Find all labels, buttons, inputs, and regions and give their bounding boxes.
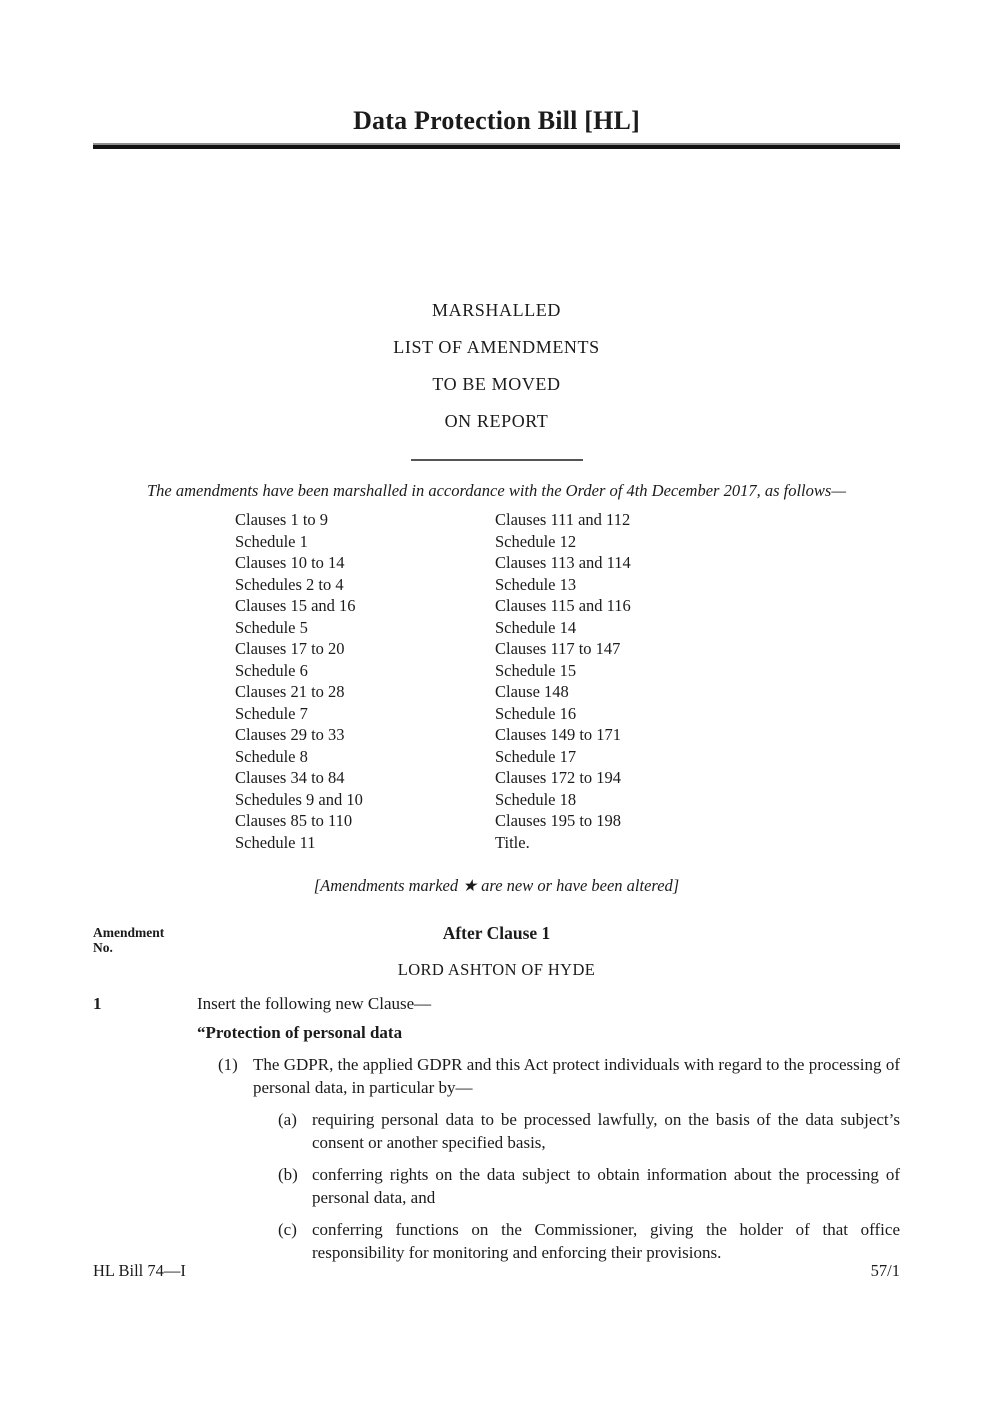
paragraph-letter: (b) xyxy=(278,1165,298,1184)
marshalling-item: Schedule 1 xyxy=(235,531,308,551)
marshalling-item: Schedule 8 xyxy=(235,746,308,766)
bill-title: Data Protection Bill [HL] xyxy=(353,106,640,135)
marshalling-item: Title. xyxy=(495,832,530,852)
document-headings xyxy=(93,301,900,430)
marshalling-item: Clauses 21 to 28 xyxy=(235,682,345,701)
paragraph-text: requiring personal data to be processed lawfully, on the basis of the data subject’s consent or another specified basis, xyxy=(312,1110,900,1152)
subsection-text: The GDPR, the applied GDPR and this Act protect individuals with regard to the processing of personal data, in particular by— xyxy=(253,1055,900,1097)
marshalling-order-right-column xyxy=(495,509,631,853)
marshalling-item: Schedule 5 xyxy=(235,617,308,637)
mover-name: LORD ASHTON OF HYDE xyxy=(397,960,596,979)
marshalling-order-left-column xyxy=(235,509,495,853)
marshalling-item: Schedules 9 and 10 xyxy=(235,789,363,809)
amendment-no-column-label xyxy=(93,925,164,955)
paragraph-letter: (c) xyxy=(278,1220,297,1239)
marshalling-item: Schedule 15 xyxy=(495,660,577,680)
paragraph-a xyxy=(197,1108,900,1154)
title-double-rule xyxy=(93,143,900,149)
subsection-1 xyxy=(197,1053,900,1099)
marshalling-item: Schedule 16 xyxy=(495,703,577,723)
paragraph-text: conferring functions on the Commissioner, giving the holder of that office responsibility for monitoring and enforcing their provisions. xyxy=(312,1220,900,1262)
marshalling-item: Clauses 172 to 194 xyxy=(495,768,622,787)
page-number: 57/1 xyxy=(870,1261,900,1280)
separator-rule xyxy=(411,459,583,461)
marshalling-item: Schedules 2 to 4 xyxy=(235,574,344,594)
new-clause-title: “Protection of personal data xyxy=(197,1023,403,1042)
marshalling-item: Clauses 113 and 114 xyxy=(495,553,631,572)
marshalling-item: Clauses 85 to 110 xyxy=(235,811,353,830)
marshalling-item: Clauses 115 and 116 xyxy=(495,596,631,615)
marshalling-item: Schedule 18 xyxy=(495,789,577,809)
page-footer xyxy=(93,1261,900,1281)
section-heading-after-clause-1: After Clause 1 xyxy=(442,923,551,943)
paragraph-b xyxy=(197,1163,900,1209)
amendment-no-label-line2: No. xyxy=(93,940,113,955)
marshalling-item: Clauses 117 to 147 xyxy=(495,639,621,658)
amendment-instruction: Insert the following new Clause— xyxy=(197,994,432,1013)
paragraph-c xyxy=(197,1218,900,1264)
amendment-body xyxy=(197,992,900,1264)
marshalling-item: Schedule 6 xyxy=(235,660,308,680)
marshalling-item: Clauses 195 to 198 xyxy=(495,811,622,830)
heading-to-be-moved: TO BE MOVED xyxy=(432,374,561,394)
marshalling-item: Schedule 13 xyxy=(495,574,577,594)
marshalling-item: Clauses 1 to 9 xyxy=(235,510,329,529)
marshalling-note: The amendments have been marshalled in accordance with the Order of 4th December 2017, as follows— xyxy=(146,481,846,500)
heading-marshalled: MARSHALLED xyxy=(431,300,561,320)
subsection-number: (1) xyxy=(218,1055,238,1074)
marshalling-item: Clauses 111 and 112 xyxy=(495,510,631,529)
marshalling-item: Clauses 10 to 14 xyxy=(235,553,345,572)
marshalling-item: Schedule 12 xyxy=(495,531,577,551)
marshalling-item: Clauses 34 to 84 xyxy=(235,768,345,787)
amendment-no-label-line1: Amendment xyxy=(93,925,165,940)
marshalling-item: Schedule 14 xyxy=(495,617,577,637)
marshalling-item: Schedule 11 xyxy=(235,832,316,852)
marshalling-item: Schedule 17 xyxy=(495,746,577,766)
bill-reference: HL Bill 74—I xyxy=(93,1261,186,1280)
heading-on-report: ON REPORT xyxy=(444,411,549,431)
marshalling-order xyxy=(93,509,900,853)
star-note: [Amendments marked ★ are new or have been altered] xyxy=(313,876,680,895)
marshalling-item: Clauses 17 to 20 xyxy=(235,639,345,658)
marshalling-item: Clauses 15 and 16 xyxy=(235,596,356,615)
paragraph-text: conferring rights on the data subject to obtain information about the processing of personal data, and xyxy=(312,1165,900,1207)
heading-list-of-amendments: LIST OF AMENDMENTS xyxy=(393,337,600,357)
paragraph-letter: (a) xyxy=(278,1110,297,1129)
marshalling-item: Clauses 149 to 171 xyxy=(495,725,622,744)
amendment-1 xyxy=(93,992,900,1264)
amendment-section-header xyxy=(93,923,900,955)
amendment-number: 1 xyxy=(93,994,102,1013)
marshalling-item: Schedule 7 xyxy=(235,703,308,723)
marshalling-item: Clause 148 xyxy=(495,682,569,701)
marshalling-item: Clauses 29 to 33 xyxy=(235,725,345,744)
